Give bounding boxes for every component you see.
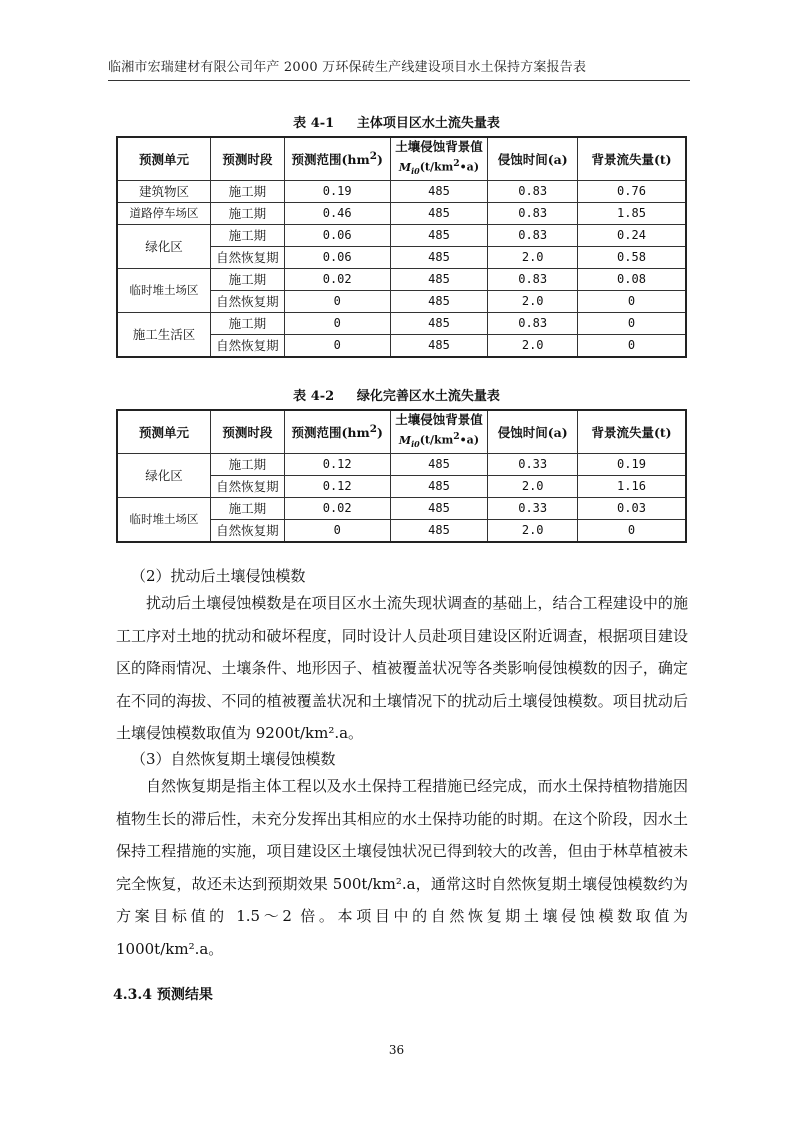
cell-background-loss: 0.08 bbox=[578, 268, 687, 290]
header-bg-sub: i0 bbox=[411, 438, 420, 449]
header-bg-unit-sup: 2 bbox=[453, 431, 460, 442]
cell-range: 0 bbox=[284, 519, 390, 542]
cell-erosion-time: 0.83 bbox=[488, 312, 578, 334]
cell-background-value: 485 bbox=[390, 268, 488, 290]
header-range bbox=[284, 410, 390, 453]
table-row bbox=[117, 224, 686, 246]
cell-unit: 施工生活区 bbox=[117, 312, 211, 357]
cell-background-value: 485 bbox=[390, 224, 488, 246]
cell-range: 0.02 bbox=[284, 497, 390, 519]
table-row bbox=[117, 497, 686, 519]
cell-background-value: 485 bbox=[390, 475, 488, 497]
table1-main-area-soil-loss bbox=[116, 136, 687, 358]
cell-period: 施工期 bbox=[211, 312, 285, 334]
cell-erosion-time: 0.83 bbox=[488, 268, 578, 290]
table1-header-row bbox=[117, 137, 686, 180]
header-bg-line1: 土壤侵蚀背景值 bbox=[395, 139, 483, 154]
section2-paragraph: 扰动后土壤侵蚀模数是在项目区水土流失现状调查的基础上，结合工程建设中的施工工序对土地的扰动和破坏程度，同时设计人员赴项目建设区附近调查，根据项目建设区的降雨情况、土壤条件、地形因子、植被覆盖状况等各类影响侵蚀模数的因子，确定在不同的海拔、不同的植被覆盖状况和土壤情况下的扰动后土壤侵蚀模数。项目扰动后土壤侵蚀模数取值为 9200t/km².a。 bbox=[116, 594, 688, 742]
table1-body bbox=[117, 180, 686, 357]
header-bg-unit-end: •a) bbox=[459, 433, 480, 447]
cell-erosion-time: 0.83 bbox=[488, 202, 578, 224]
header-range bbox=[284, 137, 390, 180]
cell-background-loss: 0 bbox=[578, 519, 687, 542]
table-row bbox=[117, 202, 686, 224]
cell-range: 0.12 bbox=[284, 453, 390, 475]
header-bg-sub: i0 bbox=[411, 165, 420, 176]
cell-background-value: 485 bbox=[390, 334, 488, 357]
cell-background-loss: 0.76 bbox=[578, 180, 687, 202]
cell-period: 自然恢复期 bbox=[211, 519, 285, 542]
cell-range: 0.19 bbox=[284, 180, 390, 202]
cell-range: 0.06 bbox=[284, 224, 390, 246]
table-row bbox=[117, 268, 686, 290]
header-erosion-time: 侵蚀时间(a) bbox=[488, 137, 578, 180]
header-range-sup: 2 bbox=[369, 422, 377, 435]
header-bg-line2 bbox=[391, 155, 488, 180]
cell-range: 0.12 bbox=[284, 475, 390, 497]
cell-unit: 绿化区 bbox=[117, 224, 211, 268]
document-header: 临湘市宏瑞建材有限公司年产 2000 万环保砖生产线建设项目水土保持方案报告表 bbox=[108, 60, 587, 75]
cell-background-loss: 0.19 bbox=[578, 453, 687, 475]
cell-background-loss: 0.58 bbox=[578, 246, 687, 268]
table-row bbox=[117, 453, 686, 475]
cell-unit: 道路停车场区 bbox=[117, 202, 211, 224]
header-bg-unit: (t/km bbox=[419, 433, 454, 447]
cell-background-loss: 0 bbox=[578, 312, 687, 334]
cell-background-value: 485 bbox=[390, 290, 488, 312]
header-range-end: ) bbox=[376, 425, 383, 440]
table2-caption: 表 4-2 绿化完善区水土流失量表 bbox=[293, 389, 500, 404]
cell-background-value: 485 bbox=[390, 453, 488, 475]
header-bg-m: M bbox=[398, 433, 412, 447]
cell-erosion-time: 0.33 bbox=[488, 453, 578, 475]
header-background-value bbox=[390, 410, 488, 453]
section3-heading: （3）自然恢复期土壤侵蚀模数 bbox=[131, 750, 336, 768]
header-background-loss: 背景流失量(t) bbox=[578, 137, 687, 180]
cell-period: 施工期 bbox=[211, 202, 285, 224]
cell-background-loss: 0.03 bbox=[578, 497, 687, 519]
cell-period: 自然恢复期 bbox=[211, 290, 285, 312]
cell-erosion-time: 2.0 bbox=[488, 290, 578, 312]
section2-heading: （2）扰动后土壤侵蚀模数 bbox=[131, 567, 306, 585]
table1-caption: 表 4-1 主体项目区水土流失量表 bbox=[293, 116, 500, 131]
cell-period: 施工期 bbox=[211, 224, 285, 246]
header-unit: 预测单元 bbox=[117, 410, 211, 453]
cell-period: 自然恢复期 bbox=[211, 334, 285, 357]
header-divider bbox=[108, 80, 690, 81]
header-bg-line2 bbox=[391, 428, 488, 453]
header-period: 预测时段 bbox=[211, 410, 285, 453]
cell-unit: 建筑物区 bbox=[117, 180, 211, 202]
table2-greening-area-soil-loss bbox=[116, 409, 687, 543]
header-bg-m: M bbox=[398, 160, 412, 174]
header-period: 预测时段 bbox=[211, 137, 285, 180]
header-background-value bbox=[390, 137, 488, 180]
header-background-loss: 背景流失量(t) bbox=[578, 410, 687, 453]
cell-unit: 临时堆土场区 bbox=[117, 268, 211, 312]
cell-period: 施工期 bbox=[211, 180, 285, 202]
header-bg-line1: 土壤侵蚀背景值 bbox=[395, 412, 483, 427]
cell-erosion-time: 2.0 bbox=[488, 519, 578, 542]
header-range-end: ) bbox=[376, 152, 383, 167]
cell-background-loss: 0 bbox=[578, 290, 687, 312]
table-row bbox=[117, 312, 686, 334]
cell-background-value: 485 bbox=[390, 497, 488, 519]
cell-range: 0.02 bbox=[284, 268, 390, 290]
subsection-heading: 4.3.4 预测结果 bbox=[113, 987, 213, 1003]
cell-period: 施工期 bbox=[211, 453, 285, 475]
cell-background-value: 485 bbox=[390, 202, 488, 224]
cell-background-value: 485 bbox=[390, 180, 488, 202]
header-unit: 预测单元 bbox=[117, 137, 211, 180]
table2-header-row bbox=[117, 410, 686, 453]
cell-period: 自然恢复期 bbox=[211, 475, 285, 497]
section3-body bbox=[116, 770, 688, 965]
cell-background-loss: 0 bbox=[578, 334, 687, 357]
cell-erosion-time: 2.0 bbox=[488, 475, 578, 497]
cell-background-loss: 1.16 bbox=[578, 475, 687, 497]
cell-background-value: 485 bbox=[390, 519, 488, 542]
cell-period: 自然恢复期 bbox=[211, 246, 285, 268]
cell-erosion-time: 0.83 bbox=[488, 180, 578, 202]
section3-paragraph: 自然恢复期是指主体工程以及水土保持工程措施已经完成，而水土保持植物措施因植物生长的滞后性，未充分发挥出其相应的水土保持功能的时期。在这个阶段，因水土保持工程措施的实施，项目建设区土壤侵蚀状况已得到较大的改善，但由于林草植被未完全恢复，故还未达到预期效果 500t/km².a，通常这时自然恢复期土壤侵蚀模数约为方案目标值的 1.5～2 倍。本项目中的自然恢复期土壤侵蚀模数取值为 1000t/km².a。 bbox=[116, 777, 688, 958]
cell-range: 0 bbox=[284, 312, 390, 334]
header-range-sup: 2 bbox=[369, 149, 377, 162]
cell-erosion-time: 0.33 bbox=[488, 497, 578, 519]
page-number: 36 bbox=[388, 1043, 405, 1057]
cell-range: 0 bbox=[284, 334, 390, 357]
cell-range: 0 bbox=[284, 290, 390, 312]
cell-range: 0.46 bbox=[284, 202, 390, 224]
header-bg-unit: (t/km bbox=[419, 160, 454, 174]
table2-body bbox=[117, 453, 686, 542]
cell-background-value: 485 bbox=[390, 246, 488, 268]
header-bg-unit-end: •a) bbox=[459, 160, 480, 174]
section2-body bbox=[116, 587, 688, 750]
cell-unit: 临时堆土场区 bbox=[117, 497, 211, 542]
cell-background-loss: 1.85 bbox=[578, 202, 687, 224]
cell-period: 施工期 bbox=[211, 497, 285, 519]
header-erosion-time: 侵蚀时间(a) bbox=[488, 410, 578, 453]
cell-erosion-time: 2.0 bbox=[488, 246, 578, 268]
cell-unit: 绿化区 bbox=[117, 453, 211, 497]
header-range-text: 预测范围(hm bbox=[291, 152, 370, 167]
cell-background-loss: 0.24 bbox=[578, 224, 687, 246]
cell-erosion-time: 0.83 bbox=[488, 224, 578, 246]
cell-range: 0.06 bbox=[284, 246, 390, 268]
cell-erosion-time: 2.0 bbox=[488, 334, 578, 357]
table-row bbox=[117, 180, 686, 202]
header-bg-unit-sup: 2 bbox=[453, 158, 460, 169]
header-range-text: 预测范围(hm bbox=[291, 425, 370, 440]
cell-background-value: 485 bbox=[390, 312, 488, 334]
cell-period: 施工期 bbox=[211, 268, 285, 290]
